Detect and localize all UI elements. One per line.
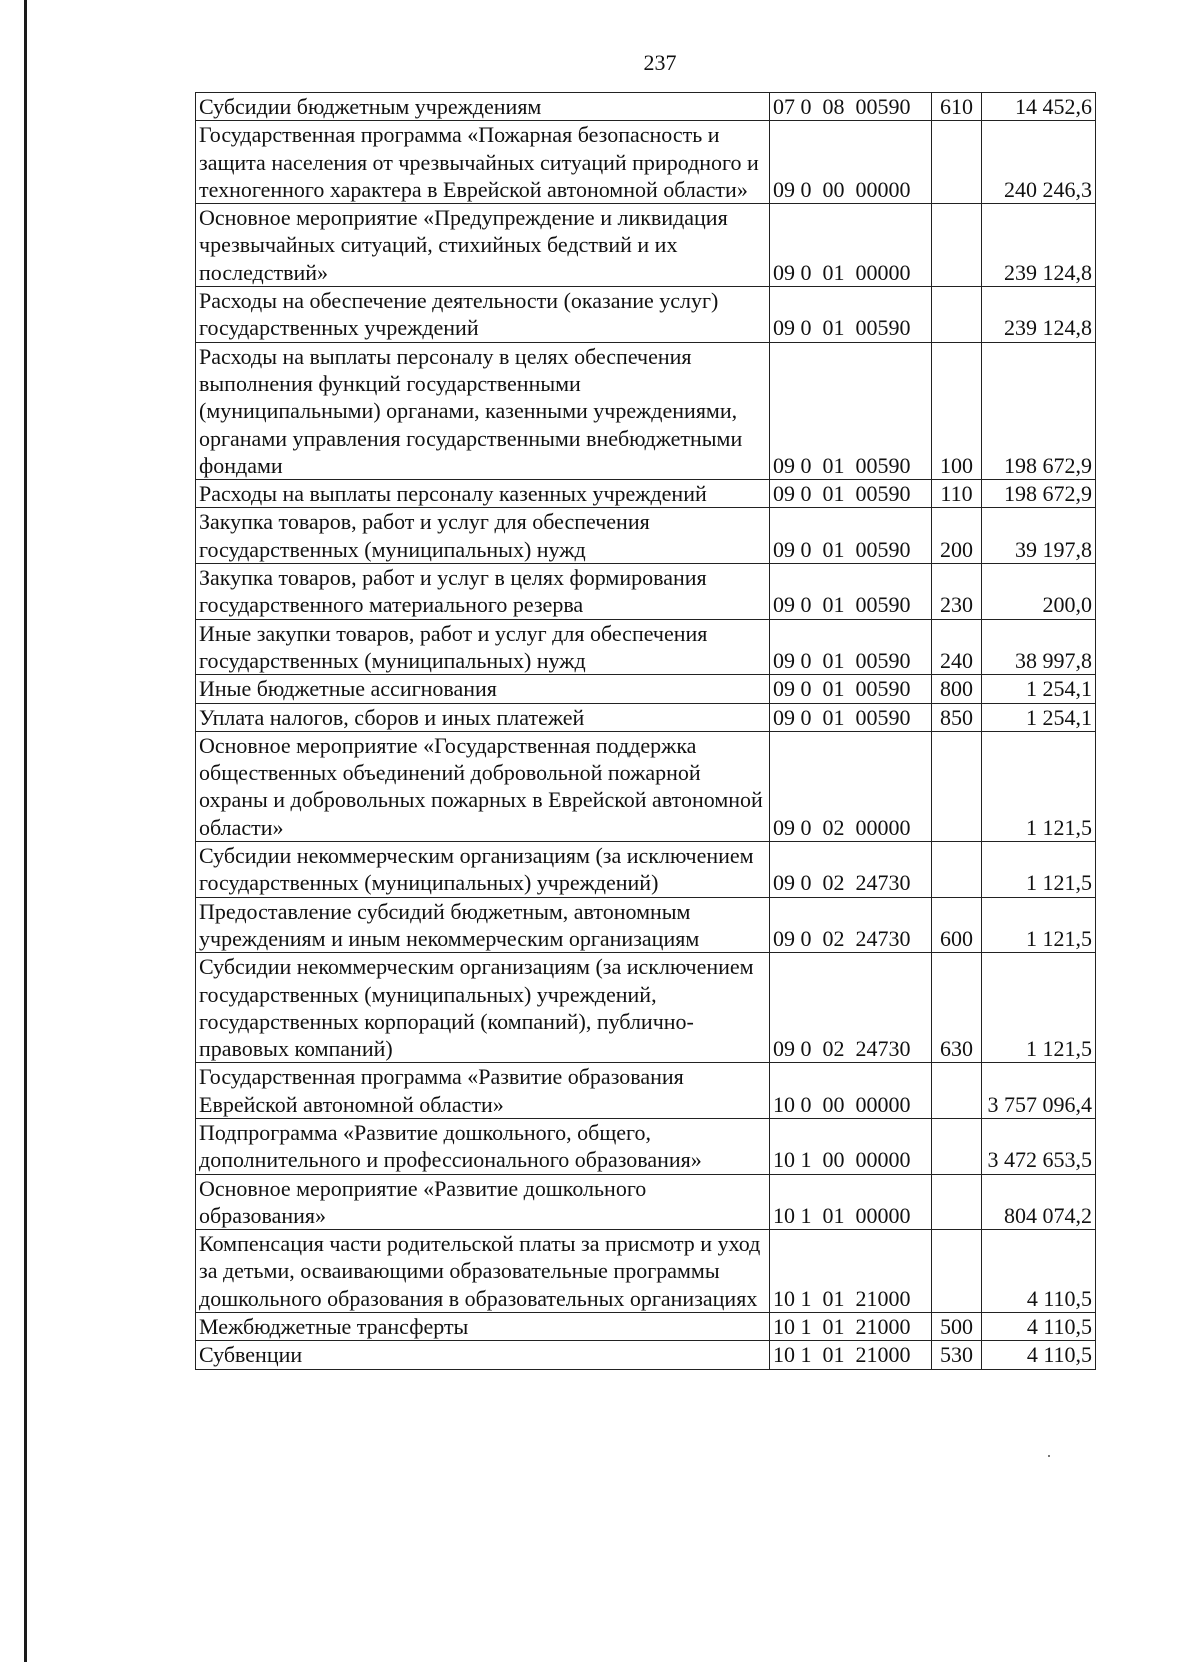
expense-name-cell: Расходы на выплаты персоналу в целях обеспечения выполнения функций государственными (муниципальными) органами, казенными учреждениями, органами управления государственными внебюджетными фондами	[196, 342, 770, 479]
amount-cell: 1 254,1	[982, 675, 1096, 703]
expense-name-cell: Закупка товаров, работ и услуг для обеспечения государственных (муниципальных) нужд	[196, 508, 770, 564]
target-article-code-cell: 09 0 02 24730	[770, 897, 932, 953]
expense-name-cell: Иные закупки товаров, работ и услуг для обеспечения государственных (муниципальных) нужд	[196, 619, 770, 675]
amount-cell: 1 254,1	[982, 703, 1096, 731]
target-article-code-cell: 09 0 01 00590	[770, 619, 932, 675]
expense-kind-cell	[932, 1118, 982, 1174]
table-row	[196, 731, 1096, 841]
expense-name-cell: Расходы на обеспечение деятельности (оказание услуг) государственных учреждений	[196, 287, 770, 343]
expense-kind-cell	[932, 287, 982, 343]
expense-kind-cell: 200	[932, 508, 982, 564]
amount-cell: 239 124,8	[982, 287, 1096, 343]
table-row	[196, 1063, 1096, 1119]
target-article-code-cell: 09 0 02 00000	[770, 731, 932, 841]
expense-name-cell: Субсидии некоммерческим организациям (за исключением государственных (муниципальных) учреждений)	[196, 842, 770, 898]
table-row	[196, 480, 1096, 508]
table-row	[196, 1174, 1096, 1230]
target-article-code-cell: 10 1 00 00000	[770, 1118, 932, 1174]
amount-cell: 198 672,9	[982, 342, 1096, 479]
amount-cell: 1 121,5	[982, 953, 1096, 1063]
target-article-code-cell: 09 0 01 00590	[770, 480, 932, 508]
target-article-code-cell: 09 0 01 00590	[770, 675, 932, 703]
amount-cell: 3 757 096,4	[982, 1063, 1096, 1119]
expense-kind-cell: 600	[932, 897, 982, 953]
table-row	[196, 953, 1096, 1063]
expense-name-cell: Государственная программа «Развитие образования Еврейской автономной области»	[196, 1063, 770, 1119]
expense-name-cell: Расходы на выплаты персоналу казенных учреждений	[196, 480, 770, 508]
table-row	[196, 897, 1096, 953]
table-row	[196, 1313, 1096, 1341]
table-row	[196, 842, 1096, 898]
expense-name-cell: Иные бюджетные ассигнования	[196, 675, 770, 703]
target-article-code-cell: 09 0 01 00590	[770, 342, 932, 479]
amount-cell: 4 110,5	[982, 1313, 1096, 1341]
amount-cell: 3 472 653,5	[982, 1118, 1096, 1174]
expense-kind-cell	[932, 842, 982, 898]
target-article-code-cell: 09 0 01 00590	[770, 508, 932, 564]
table-row	[196, 121, 1096, 204]
table-row	[196, 564, 1096, 620]
expense-kind-cell: 850	[932, 703, 982, 731]
amount-cell: 804 074,2	[982, 1174, 1096, 1230]
amount-cell: 1 121,5	[982, 731, 1096, 841]
table-row	[196, 342, 1096, 479]
expense-name-cell: Основное мероприятие «Развитие дошкольного образования»	[196, 1174, 770, 1230]
expense-kind-cell	[932, 1230, 982, 1313]
amount-cell: 1 121,5	[982, 842, 1096, 898]
expense-kind-cell	[932, 204, 982, 287]
amount-cell: 198 672,9	[982, 480, 1096, 508]
page-binding-edge	[24, 0, 27, 1662]
target-article-code-cell: 09 0 02 24730	[770, 842, 932, 898]
expense-name-cell: Основное мероприятие «Государственная поддержка общественных объединений добровольной пожарной охраны и добровольных пожарных в Еврейской автономной области»	[196, 731, 770, 841]
target-article-code-cell: 10 1 01 21000	[770, 1313, 932, 1341]
expense-name-cell: Уплата налогов, сборов и иных платежей	[196, 703, 770, 731]
expense-kind-cell	[932, 1063, 982, 1119]
table-row	[196, 93, 1096, 121]
expense-name-cell: Основное мероприятие «Предупреждение и ликвидация чрезвычайных ситуаций, стихийных бедствий и их последствий»	[196, 204, 770, 287]
expense-name-cell: Государственная программа «Пожарная безопасность и защита населения от чрезвычайных ситуаций природного и техногенного характера в Еврейской автономной области»	[196, 121, 770, 204]
scan-speck	[1048, 1455, 1050, 1457]
target-article-code-cell: 07 0 08 00590	[770, 93, 932, 121]
expense-kind-cell: 500	[932, 1313, 982, 1341]
expense-kind-cell: 530	[932, 1341, 982, 1369]
amount-cell: 4 110,5	[982, 1230, 1096, 1313]
expense-kind-cell: 110	[932, 480, 982, 508]
table-row	[196, 1341, 1096, 1369]
target-article-code-cell: 09 0 00 00000	[770, 121, 932, 204]
expense-name-cell: Предоставление субсидий бюджетным, автономным учреждениям и иным некоммерческим организациям	[196, 897, 770, 953]
target-article-code-cell: 10 0 00 00000	[770, 1063, 932, 1119]
table-row	[196, 204, 1096, 287]
expense-kind-cell: 800	[932, 675, 982, 703]
expense-name-cell: Субвенции	[196, 1341, 770, 1369]
amount-cell: 240 246,3	[982, 121, 1096, 204]
page-number: 237	[643, 50, 677, 75]
expense-kind-cell	[932, 731, 982, 841]
expense-name-cell: Межбюджетные трансферты	[196, 1313, 770, 1341]
amount-cell: 4 110,5	[982, 1341, 1096, 1369]
target-article-code-cell: 10 1 01 21000	[770, 1341, 932, 1369]
target-article-code-cell: 09 0 01 00590	[770, 564, 932, 620]
target-article-code-cell: 10 1 01 21000	[770, 1230, 932, 1313]
amount-cell: 1 121,5	[982, 897, 1096, 953]
amount-cell: 39 197,8	[982, 508, 1096, 564]
amount-cell: 14 452,6	[982, 93, 1096, 121]
expense-kind-cell: 230	[932, 564, 982, 620]
target-article-code-cell: 09 0 01 00000	[770, 204, 932, 287]
table-row	[196, 508, 1096, 564]
table-row	[196, 619, 1096, 675]
expense-name-cell: Компенсация части родительской платы за присмотр и уход за детьми, осваивающими образовательные программы дошкольного образования в образовательных организациях	[196, 1230, 770, 1313]
expense-name-cell: Субсидии бюджетным учреждениям	[196, 93, 770, 121]
expense-kind-cell: 610	[932, 93, 982, 121]
amount-cell: 239 124,8	[982, 204, 1096, 287]
table-row	[196, 287, 1096, 343]
expense-kind-cell	[932, 1174, 982, 1230]
expense-kind-cell: 100	[932, 342, 982, 479]
target-article-code-cell: 09 0 01 00590	[770, 287, 932, 343]
expense-kind-cell: 630	[932, 953, 982, 1063]
expense-name-cell: Субсидии некоммерческим организациям (за исключением государственных (муниципальных) учреждений, государственных корпораций (компаний), публично-правовых компаний)	[196, 953, 770, 1063]
expense-name-cell: Подпрограмма «Развитие дошкольного, общего, дополнительного и профессионального образования»	[196, 1118, 770, 1174]
expense-name-cell: Закупка товаров, работ и услуг в целях формирования государственного материального резерва	[196, 564, 770, 620]
table-row	[196, 675, 1096, 703]
target-article-code-cell: 10 1 01 00000	[770, 1174, 932, 1230]
table-row	[196, 1118, 1096, 1174]
target-article-code-cell: 09 0 01 00590	[770, 703, 932, 731]
table-row	[196, 703, 1096, 731]
table-row	[196, 1230, 1096, 1313]
expense-kind-cell	[932, 121, 982, 204]
budget-table	[195, 92, 1096, 1370]
budget-table-body	[196, 93, 1096, 1370]
amount-cell: 200,0	[982, 564, 1096, 620]
target-article-code-cell: 09 0 02 24730	[770, 953, 932, 1063]
amount-cell: 38 997,8	[982, 619, 1096, 675]
expense-kind-cell: 240	[932, 619, 982, 675]
